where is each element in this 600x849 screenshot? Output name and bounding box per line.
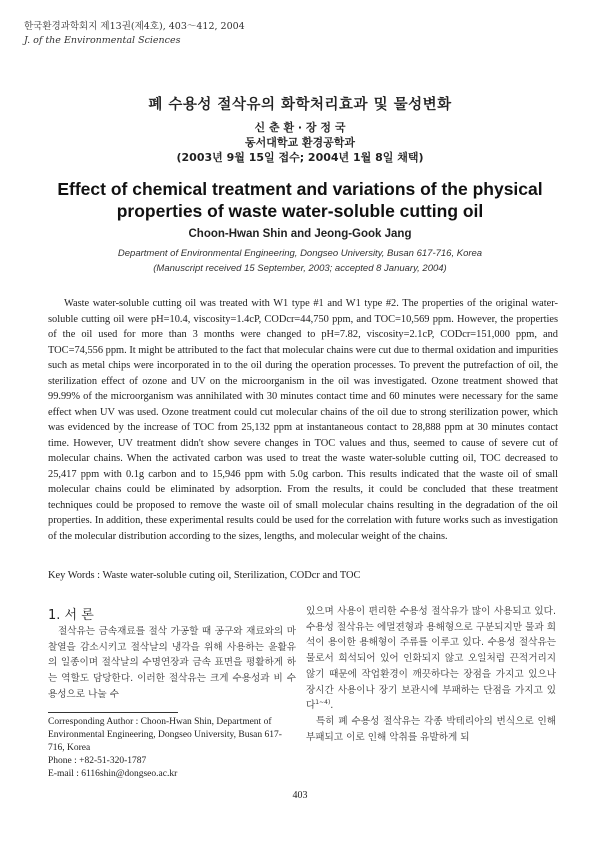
corresponding-author-line: Corresponding Author : Choon-Hwan Shin, Department of Environmental Engineering, Dongseo University, Busan 617-716, Korea bbox=[48, 717, 282, 753]
intro-right-paragraph-1-end: . bbox=[330, 700, 334, 712]
korean-title: 폐 수용성 절삭유의 화학처리효과 및 물성변화 bbox=[148, 97, 452, 113]
korean-dates: (2003년 9월 15일 접수; 2004년 1월 8일 채택) bbox=[176, 151, 424, 164]
footnote-divider bbox=[48, 712, 178, 713]
english-title-line1: Effect of chemical treatment and variations of the physical bbox=[57, 179, 543, 199]
english-title-line2: properties of waste water-soluble cutting oil bbox=[116, 201, 484, 221]
intro-right-paragraph-1 bbox=[306, 604, 556, 714]
english-affiliation-block bbox=[0, 246, 600, 276]
intro-right-paragraph-2: 특히 폐 수용성 절삭유는 각종 박테리아의 번식으로 인해 부패되고 이로 인해 악취를 유발하게 되 bbox=[306, 715, 556, 743]
journal-english: J. of the Environmental Sciences bbox=[24, 35, 181, 46]
english-title bbox=[0, 178, 600, 222]
corresponding-author-footnote bbox=[48, 716, 298, 781]
abstract: Waste water-soluble cutting oil was treated with W1 type #1 and W1 type #2. The properties of the original water-soluble cutting oil were pH=10.4, viscosity=1.4cP, CODcr=44,750 ppm, and TOC=10,569 ppm. However, the properties of the oil used for more than 3 months were changed to pH=7.82, viscosity=2.1cP, CODcr=151,000 ppm, and TOC=74,556 ppm. It might be attributed to the fact that molecular chains were cut due to thermal oxidation and impurities such as metal chips were incorporated in to the oil during the operation processes. To prevent the putrefaction of oil, the sterilization effect of ozone and UV on the microorganism in the oil was investigated. Ozone treatment showed that 99.99% of the microorganism was annihilated with 30 minutes contact time and 60 minutes were necessary for the same effect when UV was used. Ozone treatment could cut molecular chains of the oil due to strong sterilization power, which was evidenced by the increase of TOC from 25,132 ppm at instantaneous contact to 28,888 ppm at 30 minutes contact time. However, UV treatment didn't show severe changes in TOC values and thus, seemed to cause of severe cut of molecular chains. When the activated carbon was used to treat the waste water-soluble cutting oil, TOC decreased to 25,417 ppm with 0.1g carbon and to 15,946 ppm with 5.0g carbon. This results indicated that the waste oil of small molecular chains could be eliminated by adsorption. From the results, it could be concluded that these treatment techniques could be proposed to remove the waste oil of small molecular chains resulting in the degradation of the oil properties. In addition, these experimental results could be used for the correlation with future works such as investigation of the molecular distribution according to the sizes, lengths, and molecular weight of the chains. bbox=[48, 298, 558, 542]
korean-author-block bbox=[0, 120, 600, 165]
intro-left-paragraph: 절삭유는 금속재료를 절삭 가공할 때 공구와 재료와의 마찰열을 감소시키고 절삭날의 냉각을 위해 사용하는 윤활유의 일종이며 절삭날의 수명연장과 금속 표면을 평활하게 하는 역할도 담당한다. 이러한 절삭유는 크게 수용성과 비 수용성으로 나눌 수 bbox=[48, 626, 296, 700]
intro-right-paragraph-1-text: 있으며 사용이 편리한 수용성 절삭유가 많이 사용되고 있다. 수용성 절삭유는 에멀젼형과 용해형으로 구분되지만 물과 희석이 용이한 용해형이 주류를 이루고 있다. 수용성 절삭유는 물로서 희석되어 있어 인화되지 않고 오일처럼 끈적거리지 않기 때문에 작업환경이 깨끗하다는 장점을 가지고 있으나 장시간 사용이나 장기 보관시에 부패하는 단점을 가지고 있다 bbox=[306, 606, 556, 712]
journal-korean: 한국환경과학회지 제13권(제4호), 403～412, 2004 bbox=[24, 21, 245, 32]
citation-ref: 1~4) bbox=[315, 699, 331, 707]
english-dates: (Manuscript received 15 September, 2003; accepted 8 January, 2004) bbox=[153, 263, 447, 274]
page-number: 403 bbox=[292, 790, 308, 801]
english-authors: Choon-Hwan Shin and Jeong-Gook Jang bbox=[188, 228, 412, 240]
corresponding-phone: Phone : +82-51-320-1787 bbox=[48, 756, 147, 766]
english-affiliation: Department of Environmental Engineering, Dongseo University, Busan 617-716, Korea bbox=[117, 248, 483, 259]
corresponding-email: E-mail : 6116shin@dongseo.ac.kr bbox=[48, 769, 178, 779]
keywords: Key Words : Waste water-soluble cuting oil, Sterilization, CODcr and TOC bbox=[48, 570, 361, 581]
korean-affiliation: 동서대학교 환경공학과 bbox=[244, 136, 356, 149]
journal-header bbox=[24, 20, 245, 48]
section-title-introduction: 1. 서 론 bbox=[48, 608, 94, 623]
korean-authors: 신 춘 환 · 장 정 국 bbox=[254, 121, 346, 134]
intro-right-column bbox=[306, 604, 556, 745]
